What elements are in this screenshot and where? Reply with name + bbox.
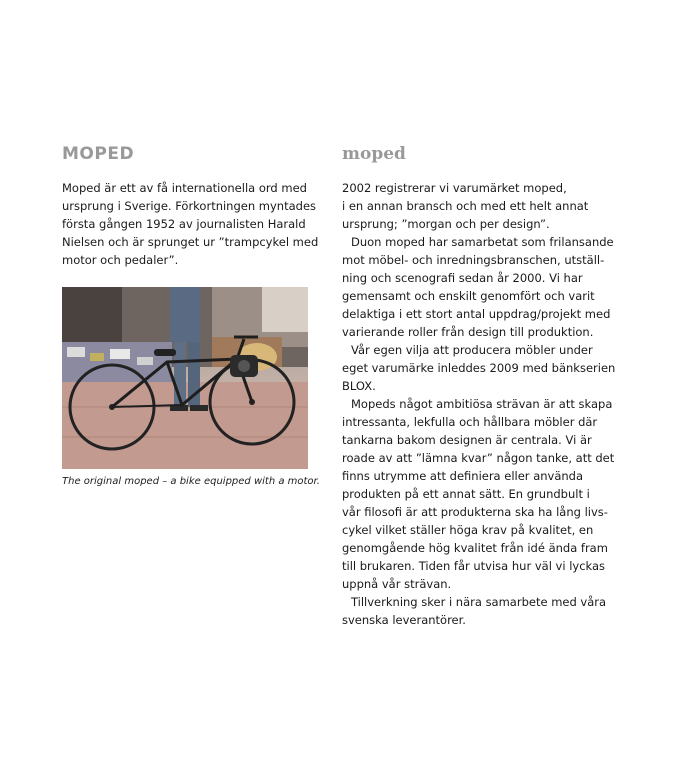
moped-photo-illustration xyxy=(62,287,308,469)
intro-line: motor och pedaler”. xyxy=(62,253,179,267)
text-line: 2002 registrerar vi varumärket moped, xyxy=(342,181,567,195)
text-line: delaktiga i ett stort antal uppdrag/projekt med xyxy=(342,307,611,321)
text-line: vår filosofi är att produkterna ska ha lång livs- xyxy=(342,505,608,519)
intro-paragraph xyxy=(62,179,319,269)
paragraph xyxy=(342,179,642,233)
text-line: i en annan bransch och med ett helt annat xyxy=(342,199,589,213)
text-line: mot möbel- och inredningsbranschen, utställ- xyxy=(342,253,605,267)
text-line: Vår egen vilja att producera möbler under xyxy=(351,343,593,357)
text-line: genomgående hög kvalitet från idé ända fram xyxy=(342,541,608,555)
paragraph xyxy=(342,593,642,629)
intro-line: Nielsen och är sprunget ur ”trampcykel med xyxy=(62,235,319,249)
right-column xyxy=(342,143,642,629)
text-line: intressanta, lekfulla och hållbara möbler där xyxy=(342,415,598,429)
paragraph xyxy=(342,341,642,395)
text-line: svenska leverantörer. xyxy=(342,613,466,627)
intro-line: ursprung i Sverige. Förkortningen myntades xyxy=(62,199,317,213)
intro-line: Moped är ett av få internationella ord med xyxy=(62,181,307,195)
moped-photo xyxy=(62,287,308,469)
text-line: Mopeds något ambitiösa strävan är att skapa xyxy=(351,397,613,411)
text-line: ursprung; ”morgan och per design”. xyxy=(342,217,550,231)
text-line: ning och scenografi sedan år 2000. Vi har xyxy=(342,271,583,285)
intro-line: första gången 1952 av journalisten Harald xyxy=(62,217,306,231)
text-line: tankarna bakom designen är centrala. Vi är xyxy=(342,433,592,447)
text-line: Duon moped har samarbetat som frilansande xyxy=(351,235,614,249)
paragraph xyxy=(342,233,642,341)
text-line: Tillverkning sker i nära samarbete med våra xyxy=(351,595,607,609)
text-line: finns utrymme att definiera eller använda xyxy=(342,469,584,483)
text-line: cykel vilket ställer höga krav på kvalitet, en xyxy=(342,523,594,537)
text-line: till brukaren. Tiden får utvisa hur väl vi lyckas xyxy=(342,559,606,573)
text-line: eget varumärke inleddes 2009 med bänkserien xyxy=(342,361,616,375)
right-heading: moped xyxy=(342,144,406,164)
left-column xyxy=(62,143,320,489)
paragraph xyxy=(342,395,642,593)
text-line: roade av att ”lämna kvar” någon tanke, att det xyxy=(342,451,615,465)
text-line: produkten på ett annat sätt. En grundbult i xyxy=(342,487,590,501)
text-line: BLOX. xyxy=(342,379,376,393)
photo-caption: The original moped – a bike equipped with a motor. xyxy=(62,476,320,487)
text-line: gemensamt och enskilt genomfört och varit xyxy=(342,289,595,303)
text-line: varierande roller från design till produktion. xyxy=(342,325,594,339)
left-heading: MOPED xyxy=(62,144,135,164)
text-line: uppnå vår strävan. xyxy=(342,577,452,591)
